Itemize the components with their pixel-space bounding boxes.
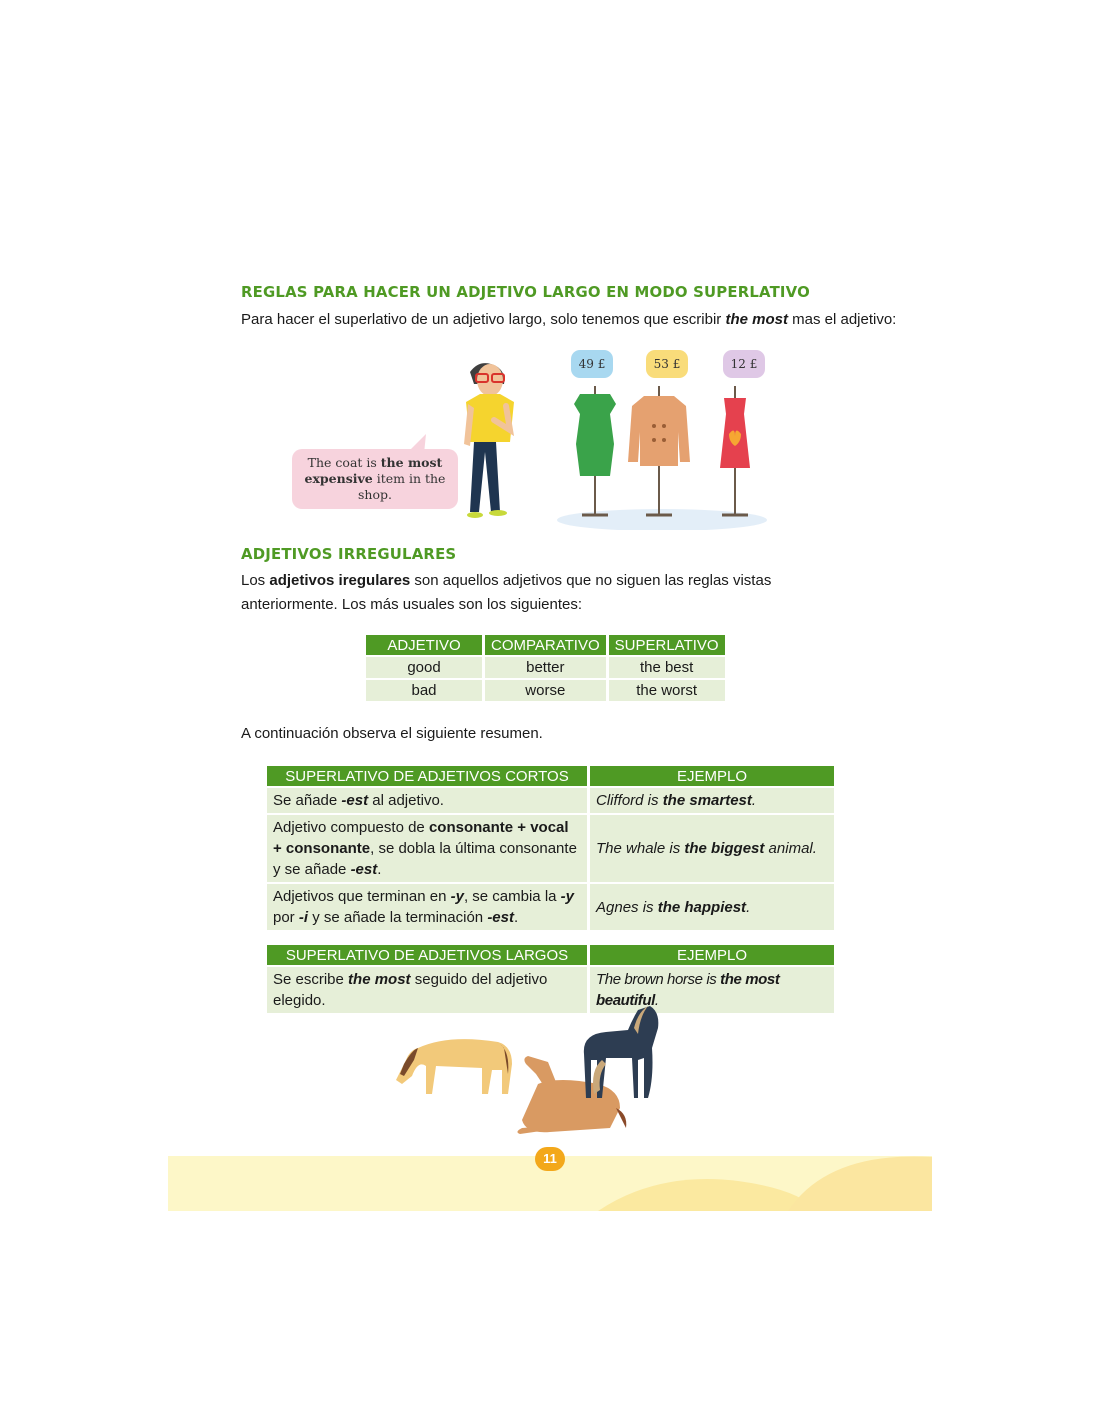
- example-cell: [590, 815, 834, 882]
- irregular-adjectives-table: [363, 633, 728, 703]
- example-bold: the happiest: [657, 898, 747, 916]
- standing-horse-icon: [584, 1006, 658, 1098]
- rule-bold: -est: [341, 792, 369, 809]
- col-header-adjetivo: ADJETIVO: [366, 635, 482, 655]
- cell-superlative: the best: [609, 657, 725, 678]
- speech-bold: the most: [380, 455, 443, 470]
- cell-superlative: the worst: [609, 680, 725, 701]
- example-text: The whale is: [596, 840, 685, 857]
- example-text: .: [746, 898, 751, 916]
- table-row: [366, 680, 725, 701]
- rule-text: Adjetivo compuesto de: [273, 819, 429, 836]
- rule-text: Adjetivos que terminan en: [273, 888, 451, 905]
- rule-bold: -y: [450, 888, 464, 905]
- intro-text-end: mas el adjetivo:: [787, 311, 897, 328]
- speech-bubble: [292, 449, 458, 509]
- rule-bold: -i: [298, 909, 309, 926]
- rule-text: al adjetivo.: [368, 792, 444, 809]
- rule-bold: consonante + vocal + consonante: [273, 819, 569, 857]
- rule-text: seguido del adjetivo elegido.: [273, 971, 548, 1009]
- intro-bold: the most: [725, 311, 788, 328]
- rule-text: por: [273, 909, 299, 926]
- red-dress-icon: [720, 386, 750, 515]
- table-row: [366, 657, 725, 678]
- lying-horse-icon: [517, 1056, 626, 1134]
- page-number: 11: [535, 1147, 565, 1171]
- rule-cell: [267, 788, 587, 813]
- horses-svg: [388, 1000, 678, 1145]
- section-intro-irregular: [241, 569, 871, 617]
- example-cell: [590, 884, 834, 930]
- rule-text: Se añade: [273, 792, 342, 809]
- speech-text: The coat is: [307, 455, 381, 470]
- cell-comparative: worse: [485, 680, 606, 701]
- cell-adjective: bad: [366, 680, 482, 701]
- rule-bold: -est: [487, 909, 514, 926]
- rule-text: , se cambia la: [463, 888, 561, 905]
- col-header-example: EJEMPLO: [590, 766, 834, 786]
- col-header-superlativo: SUPERLATIVO: [609, 635, 725, 655]
- table-row: [267, 815, 834, 882]
- col-header-comparativo: COMPARATIVO: [485, 635, 606, 655]
- irregular-text-end: son aquellos adjetivos que no siguen las reglas vistas anteriormente. Los más usuales son los siguientes:: [241, 572, 772, 613]
- table-row: [267, 884, 834, 930]
- price-bubble-coat: 53 £: [646, 350, 688, 378]
- man-figure: [464, 363, 514, 518]
- example-text: The brown horse is: [596, 971, 721, 988]
- summary-intro: A continuación observa el siguiente resumen.: [241, 725, 543, 742]
- rule-bold: -est: [350, 861, 378, 878]
- rule-text: .: [514, 909, 519, 926]
- rule-text: , se dobla la última consonante y se añade: [273, 840, 577, 878]
- green-dress-icon: [574, 386, 616, 515]
- example-bold: the smartest: [662, 792, 752, 809]
- section-heading-long-adjectives: REGLAS PARA HACER UN ADJETIVO LARGO EN MODO SUPERLATIVO: [241, 283, 810, 301]
- rule-text: y se añade la terminación: [308, 909, 488, 926]
- coat-icon: [628, 386, 690, 515]
- example-text: Agnes is: [596, 898, 658, 916]
- grazing-horse-icon: [396, 1039, 512, 1094]
- section-heading-irregular: ADJETIVOS IRREGULARES: [241, 545, 457, 563]
- table-row: [267, 788, 834, 813]
- speech-text-end: item in the shop.: [358, 471, 446, 502]
- short-adjectives-table: [264, 764, 837, 932]
- section-intro-long-adjectives: [241, 308, 896, 332]
- irregular-bold: adjetivos iregulares: [269, 572, 411, 589]
- example-text: Clifford is: [596, 792, 663, 809]
- rule-text: Se escribe: [273, 971, 349, 988]
- example-text: .: [654, 992, 659, 1009]
- example-text: .: [751, 792, 757, 809]
- speech-bold-2: expensive: [304, 471, 373, 486]
- intro-text: Para hacer el superlativo de un adjetivo largo, solo tenemos que escribir: [241, 311, 726, 328]
- rule-cell: [267, 815, 587, 882]
- rule-text: .: [377, 861, 382, 878]
- example-cell: [590, 788, 834, 813]
- price-bubble-red-dress: 12 £: [723, 350, 765, 378]
- table-header-row: [267, 766, 834, 786]
- table-header-row: [366, 635, 725, 655]
- horses-illustration: [388, 1000, 678, 1145]
- table-header-row: [267, 945, 834, 965]
- irregular-text: Los: [241, 572, 270, 589]
- cell-adjective: good: [366, 657, 482, 678]
- col-header-rule: SUPERLATIVO DE ADJETIVOS CORTOS: [267, 766, 587, 786]
- example-text: animal.: [764, 840, 817, 857]
- rule-bold: the most: [348, 971, 411, 988]
- rule-bold: -y: [560, 888, 575, 905]
- example-bold: the most beautiful: [596, 971, 780, 1009]
- col-header-rule: SUPERLATIVO DE ADJETIVOS LARGOS: [267, 945, 587, 965]
- price-bubble-green-dress: 49 £: [571, 350, 613, 378]
- col-header-example: EJEMPLO: [590, 945, 834, 965]
- example-bold: the biggest: [684, 840, 765, 857]
- cell-comparative: better: [485, 657, 606, 678]
- rule-cell: [267, 884, 587, 930]
